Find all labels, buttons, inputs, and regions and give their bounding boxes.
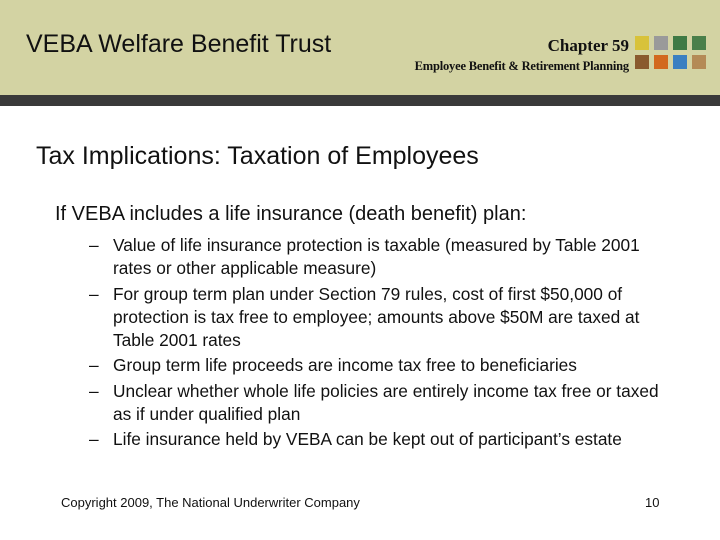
lead-text: If VEBA includes a life insurance (death benefit) plan:: [55, 203, 527, 225]
square-brown: [635, 55, 649, 69]
square-gray: [654, 36, 668, 50]
deck-title: VEBA Welfare Benefit Trust: [26, 30, 332, 58]
book-subtitle: Employee Benefit & Retirement Planning: [414, 59, 629, 73]
square-green-1: [673, 36, 687, 50]
square-orange: [654, 55, 668, 69]
bullet-text: Group term life proceeds are income tax free to beneficiaries: [113, 355, 577, 375]
bullet-dash: –: [89, 355, 99, 375]
bullet-text: Unclear whether whole life policies are entirely income tax free or taxed as if under qualified plan: [113, 380, 659, 424]
bullet-item: [89, 283, 664, 352]
chapter-label: Chapter 59: [547, 36, 629, 55]
bullet-text: Life insurance held by VEBA can be kept out of participant’s estate: [113, 429, 622, 449]
header-band: [0, 0, 720, 95]
square-blue: [673, 55, 687, 69]
square-tan: [692, 55, 706, 69]
header-divider: [0, 95, 720, 106]
bullet-item: [89, 234, 664, 280]
page-number: 10: [645, 495, 660, 510]
bullet-item: [89, 380, 664, 426]
bullet-item: [89, 354, 664, 377]
bullet-text: For group term plan under Section 79 rules, cost of first $50,000 of protection is tax free to employee; amounts above $50M are taxed at Table 2001 rates: [113, 283, 640, 350]
square-green-2: [692, 36, 706, 50]
bullet-dash: –: [89, 429, 99, 449]
slide-title: Tax Implications: Taxation of Employees: [36, 142, 479, 170]
bullet-text: Value of life insurance protection is taxable (measured by Table 2001 rates or other applicable measure): [113, 235, 640, 278]
footer-copyright: Copyright 2009, The National Underwriter Company: [61, 495, 360, 510]
bullet-dash: –: [89, 235, 99, 255]
bullet-item: [89, 428, 664, 451]
square-yellow: [635, 36, 649, 50]
decorative-squares: [635, 36, 715, 76]
bullet-dash: –: [89, 380, 99, 401]
bullet-list: [89, 234, 664, 454]
bullet-dash: –: [89, 283, 99, 304]
